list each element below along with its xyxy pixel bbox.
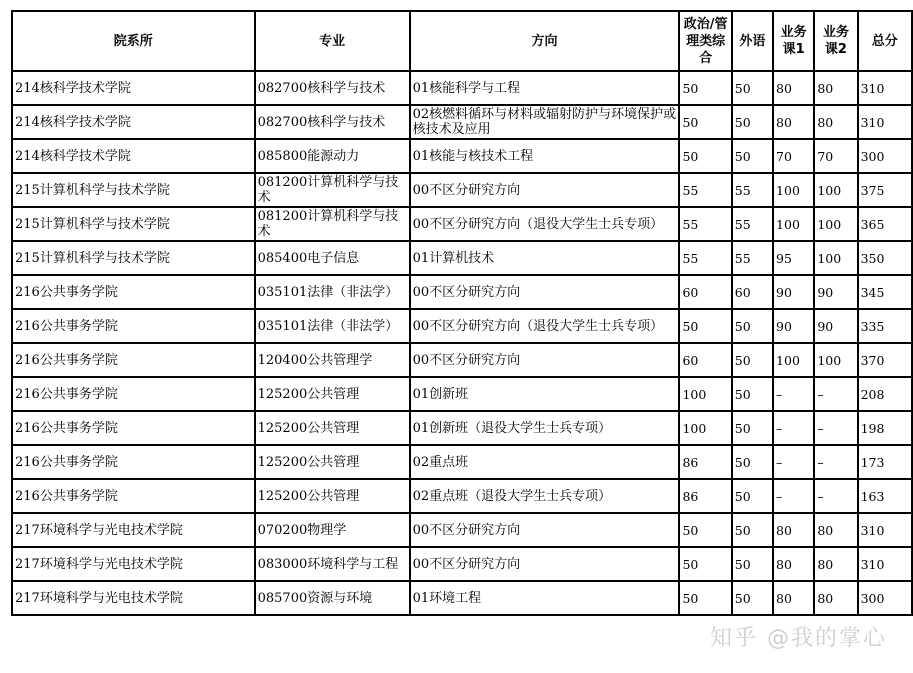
cell-politics: 86 <box>679 479 731 513</box>
cell-course-2: 100 <box>814 173 857 207</box>
cell-major: 125200公共管理 <box>255 411 410 445</box>
cell-department: 214核科学技术学院 <box>12 105 255 139</box>
cell-course-2: 90 <box>814 309 857 343</box>
cell-course-2: 70 <box>814 139 857 173</box>
cell-politics: 50 <box>679 139 731 173</box>
header-row <box>12 11 912 71</box>
cell-major: 085400电子信息 <box>255 241 410 275</box>
cell-course-1: 80 <box>773 581 814 615</box>
header-politics: 政治/管理类综合 <box>679 11 731 71</box>
cell-foreign-language: 50 <box>732 139 773 173</box>
table-row <box>12 241 912 275</box>
cell-total: 198 <box>858 411 912 445</box>
cell-total: 310 <box>858 513 912 547</box>
cell-course-2: 80 <box>814 71 857 105</box>
cell-department: 214核科学技术学院 <box>12 71 255 105</box>
cell-direction: 00不区分研究方向（退役大学生士兵专项） <box>410 207 680 241</box>
cell-politics: 50 <box>679 513 731 547</box>
cell-course-1: 95 <box>773 241 814 275</box>
table-row <box>12 139 912 173</box>
cell-total: 375 <box>858 173 912 207</box>
cell-major: 082700核科学与技术 <box>255 105 410 139</box>
watermark: 知乎 @我的掌心 <box>710 626 887 651</box>
cell-department: 215计算机科学与技术学院 <box>12 207 255 241</box>
cell-foreign-language: 50 <box>732 581 773 615</box>
cell-major: 070200物理学 <box>255 513 410 547</box>
cell-course-1: – <box>773 445 814 479</box>
cell-total: 365 <box>858 207 912 241</box>
table-row <box>12 343 912 377</box>
cell-total: 345 <box>858 275 912 309</box>
table-row <box>12 513 912 547</box>
cell-course-2: 80 <box>814 513 857 547</box>
cell-direction: 02重点班（退役大学生士兵专项） <box>410 479 680 513</box>
cell-foreign-language: 50 <box>732 105 773 139</box>
cell-department: 216公共事务学院 <box>12 309 255 343</box>
cell-direction: 01创新班 <box>410 377 680 411</box>
cell-course-2: 80 <box>814 105 857 139</box>
cell-course-1: 80 <box>773 513 814 547</box>
cell-politics: 55 <box>679 207 731 241</box>
cell-course-1: – <box>773 377 814 411</box>
cell-course-2: 100 <box>814 241 857 275</box>
cell-foreign-language: 50 <box>732 479 773 513</box>
cell-course-2: 100 <box>814 207 857 241</box>
cell-politics: 60 <box>679 343 731 377</box>
cell-course-1: 80 <box>773 105 814 139</box>
cell-politics: 60 <box>679 275 731 309</box>
cell-direction: 00不区分研究方向 <box>410 513 680 547</box>
cell-direction: 01核能与核技术工程 <box>410 139 680 173</box>
cell-total: 163 <box>858 479 912 513</box>
cell-direction: 01环境工程 <box>410 581 680 615</box>
cell-course-2: – <box>814 479 857 513</box>
score-table <box>11 10 913 616</box>
cell-major: 035101法律（非法学） <box>255 309 410 343</box>
cell-foreign-language: 50 <box>732 309 773 343</box>
cell-total: 300 <box>858 139 912 173</box>
cell-foreign-language: 50 <box>732 513 773 547</box>
table-row <box>12 309 912 343</box>
cell-politics: 55 <box>679 241 731 275</box>
cell-department: 215计算机科学与技术学院 <box>12 173 255 207</box>
table-row <box>12 445 912 479</box>
cell-foreign-language: 55 <box>732 207 773 241</box>
cell-course-1: 100 <box>773 173 814 207</box>
cell-department: 216公共事务学院 <box>12 411 255 445</box>
table-row <box>12 275 912 309</box>
table-row <box>12 71 912 105</box>
cell-foreign-language: 50 <box>732 71 773 105</box>
cell-total: 310 <box>858 71 912 105</box>
cell-department: 216公共事务学院 <box>12 377 255 411</box>
cell-total: 173 <box>858 445 912 479</box>
cell-foreign-language: 50 <box>732 343 773 377</box>
cell-major: 081200计算机科学与技术 <box>255 207 410 241</box>
cell-department: 216公共事务学院 <box>12 275 255 309</box>
cell-politics: 50 <box>679 547 731 581</box>
cell-course-1: 70 <box>773 139 814 173</box>
cell-direction: 02核燃料循环与材料或辐射防护与环境保护或核技术及应用 <box>410 105 680 139</box>
cell-course-1: – <box>773 411 814 445</box>
cell-major: 125200公共管理 <box>255 377 410 411</box>
cell-major: 083000环境科学与工程 <box>255 547 410 581</box>
cell-course-2: – <box>814 377 857 411</box>
table-row <box>12 173 912 207</box>
cell-department: 217环境科学与光电技术学院 <box>12 547 255 581</box>
cell-course-1: 80 <box>773 71 814 105</box>
header-total: 总分 <box>858 11 912 71</box>
table-row <box>12 411 912 445</box>
cell-total: 335 <box>858 309 912 343</box>
cell-foreign-language: 50 <box>732 411 773 445</box>
header-major: 专业 <box>255 11 410 71</box>
cell-department: 217环境科学与光电技术学院 <box>12 513 255 547</box>
table-row <box>12 105 912 139</box>
cell-foreign-language: 55 <box>732 173 773 207</box>
cell-course-2: 80 <box>814 581 857 615</box>
header-course-1: 业务课1 <box>773 11 814 71</box>
cell-course-1: 90 <box>773 275 814 309</box>
header-direction: 方向 <box>410 11 680 71</box>
cell-department: 216公共事务学院 <box>12 445 255 479</box>
cell-direction: 00不区分研究方向 <box>410 343 680 377</box>
cell-course-1: 90 <box>773 309 814 343</box>
cell-politics: 50 <box>679 105 731 139</box>
table-row <box>12 581 912 615</box>
cell-politics: 100 <box>679 411 731 445</box>
cell-politics: 50 <box>679 71 731 105</box>
cell-direction: 02重点班 <box>410 445 680 479</box>
cell-foreign-language: 50 <box>732 377 773 411</box>
cell-major: 035101法律（非法学） <box>255 275 410 309</box>
cell-foreign-language: 50 <box>732 445 773 479</box>
cell-politics: 86 <box>679 445 731 479</box>
cell-course-2: 100 <box>814 343 857 377</box>
cell-direction: 01计算机技术 <box>410 241 680 275</box>
cell-major: 085800能源动力 <box>255 139 410 173</box>
cell-course-2: 90 <box>814 275 857 309</box>
table-row <box>12 479 912 513</box>
header-foreign-language: 外语 <box>732 11 773 71</box>
cell-politics: 50 <box>679 581 731 615</box>
header-course-2: 业务课2 <box>814 11 857 71</box>
cell-course-2: – <box>814 411 857 445</box>
cell-total: 370 <box>858 343 912 377</box>
cell-foreign-language: 50 <box>732 547 773 581</box>
cell-major: 085700资源与环境 <box>255 581 410 615</box>
cell-total: 208 <box>858 377 912 411</box>
cell-foreign-language: 55 <box>732 241 773 275</box>
cell-course-2: – <box>814 445 857 479</box>
cell-direction: 00不区分研究方向 <box>410 173 680 207</box>
cell-direction: 01核能科学与工程 <box>410 71 680 105</box>
cell-course-2: 80 <box>814 547 857 581</box>
cell-major: 082700核科学与技术 <box>255 71 410 105</box>
header-department: 院系所 <box>12 11 255 71</box>
cell-politics: 100 <box>679 377 731 411</box>
table-row <box>12 547 912 581</box>
cell-major: 081200计算机科学与技术 <box>255 173 410 207</box>
cell-total: 300 <box>858 581 912 615</box>
cell-course-1: – <box>773 479 814 513</box>
cell-department: 215计算机科学与技术学院 <box>12 241 255 275</box>
cell-major: 120400公共管理学 <box>255 343 410 377</box>
cell-foreign-language: 60 <box>732 275 773 309</box>
cell-direction: 01创新班（退役大学生士兵专项） <box>410 411 680 445</box>
cell-department: 216公共事务学院 <box>12 479 255 513</box>
cell-department: 217环境科学与光电技术学院 <box>12 581 255 615</box>
cell-total: 350 <box>858 241 912 275</box>
cell-major: 125200公共管理 <box>255 479 410 513</box>
cell-department: 216公共事务学院 <box>12 343 255 377</box>
table-row <box>12 377 912 411</box>
cell-course-1: 100 <box>773 343 814 377</box>
table-row <box>12 207 912 241</box>
cell-direction: 00不区分研究方向 <box>410 547 680 581</box>
cell-direction: 00不区分研究方向 <box>410 275 680 309</box>
cell-course-1: 80 <box>773 547 814 581</box>
cell-total: 310 <box>858 105 912 139</box>
cell-major: 125200公共管理 <box>255 445 410 479</box>
cell-course-1: 100 <box>773 207 814 241</box>
cell-politics: 50 <box>679 309 731 343</box>
cell-total: 310 <box>858 547 912 581</box>
cell-politics: 55 <box>679 173 731 207</box>
cell-department: 214核科学技术学院 <box>12 139 255 173</box>
cell-direction: 00不区分研究方向（退役大学生士兵专项） <box>410 309 680 343</box>
